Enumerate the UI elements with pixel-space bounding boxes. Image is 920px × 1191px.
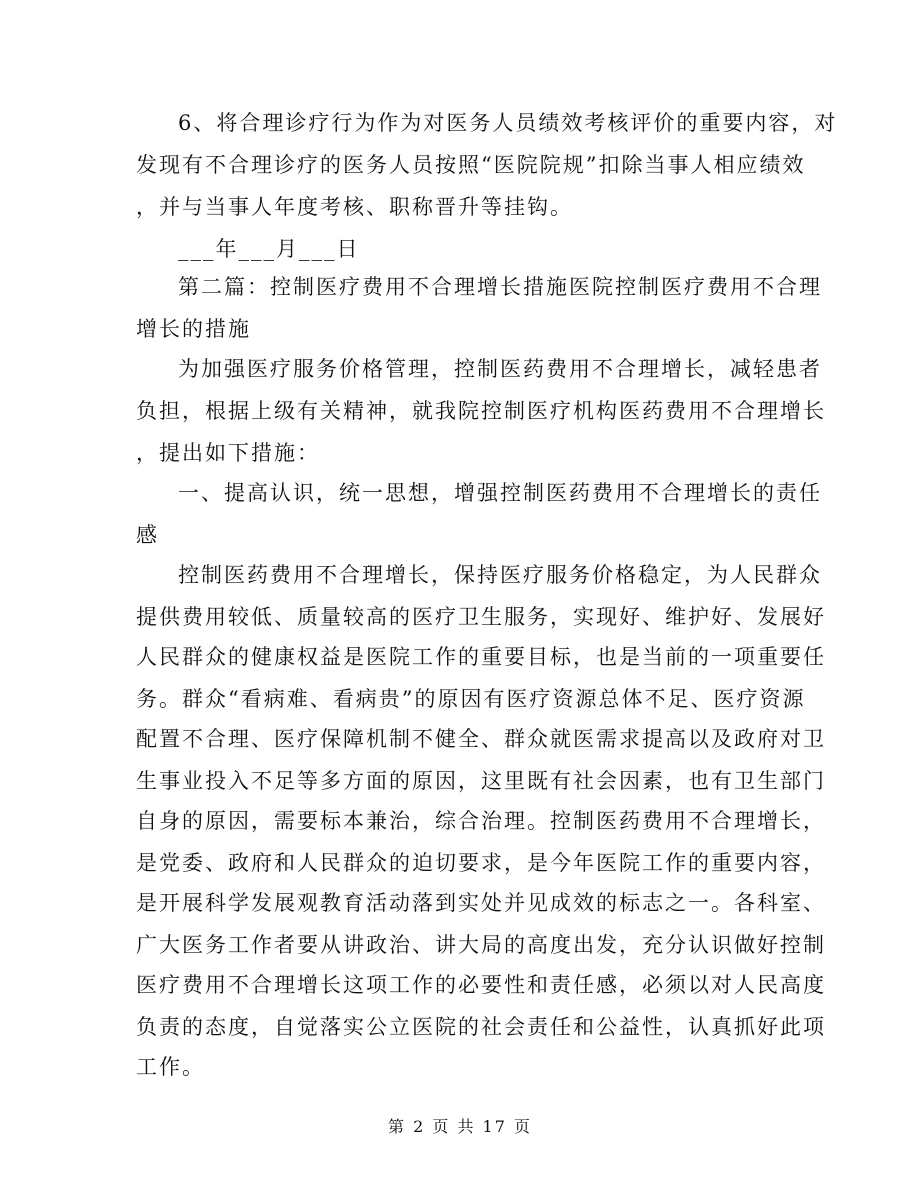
body-line: 医疗费用不合理增长这项工作的必要性和责任感，必须以对人民高度 bbox=[136, 973, 826, 997]
body-line: 生事业投入不足等多方面的原因，这里既有社会因素，也有卫生部门 bbox=[136, 769, 826, 793]
body-line: 发现有不合理诊疗的医务人员按照“医院院规”扣除当事人相应绩效 bbox=[136, 153, 806, 177]
body-line: 提供费用较低、质量较高的医疗卫生服务，实现好、维护好、发展好 bbox=[136, 605, 826, 629]
body-line: 工作。 bbox=[136, 1055, 205, 1079]
section-heading: 第二篇：控制医疗费用不合理增长措施医院控制医疗费用不合理 bbox=[178, 275, 822, 299]
body-line: 控制医药费用不合理增长，保持医疗服务价格稳定，为人民群众 bbox=[178, 563, 822, 587]
body-line: ，提出如下措施： bbox=[136, 441, 320, 465]
body-line: 6、将合理诊疗行为作为对医务人员绩效考核评价的重要内容，对 bbox=[178, 111, 838, 135]
body-line: 负担，根据上级有关精神，就我院控制医疗机构医药费用不合理增长 bbox=[136, 399, 826, 423]
body-line: 务。群众“看病难、看病贵”的原因有医疗资源总体不足、医疗资源 bbox=[136, 687, 806, 711]
body-line: 是党委、政府和人民群众的迫切要求，是今年医院工作的重要内容， bbox=[136, 851, 826, 875]
subsection-heading: 一、提高认识，统一思想，增强控制医药费用不合理增长的责任 bbox=[178, 481, 822, 505]
subsection-heading: 感 bbox=[136, 523, 159, 547]
body-line: ，并与当事人年度考核、职称晋升等挂钩。 bbox=[136, 195, 573, 219]
page-footer: 第 2 页 共 17 页 bbox=[388, 1117, 532, 1136]
body-line: 自身的原因，需要标本兼治，综合治理。控制医药费用不合理增长， bbox=[136, 809, 826, 833]
body-line: 广大医务工作者要从讲政治、讲大局的高度出发，充分认识做好控制 bbox=[136, 933, 826, 957]
body-line: 为加强医疗服务价格管理，控制医药费用不合理增长，减轻患者 bbox=[178, 357, 822, 381]
body-line: 人民群众的健康权益是医院工作的重要目标，也是当前的一项重要任 bbox=[136, 645, 826, 669]
body-line: 负责的态度，自觉落实公立医院的社会责任和公益性，认真抓好此项 bbox=[136, 1015, 826, 1039]
date-line: ___年___月___日 bbox=[178, 237, 360, 261]
body-line: 是开展科学发展观教育活动落到实处并见成效的标志之一。各科室、 bbox=[136, 891, 826, 915]
section-heading: 增长的措施 bbox=[136, 317, 251, 341]
body-line: 配置不合理、医疗保障机制不健全、群众就医需求提高以及政府对卫 bbox=[136, 727, 826, 751]
